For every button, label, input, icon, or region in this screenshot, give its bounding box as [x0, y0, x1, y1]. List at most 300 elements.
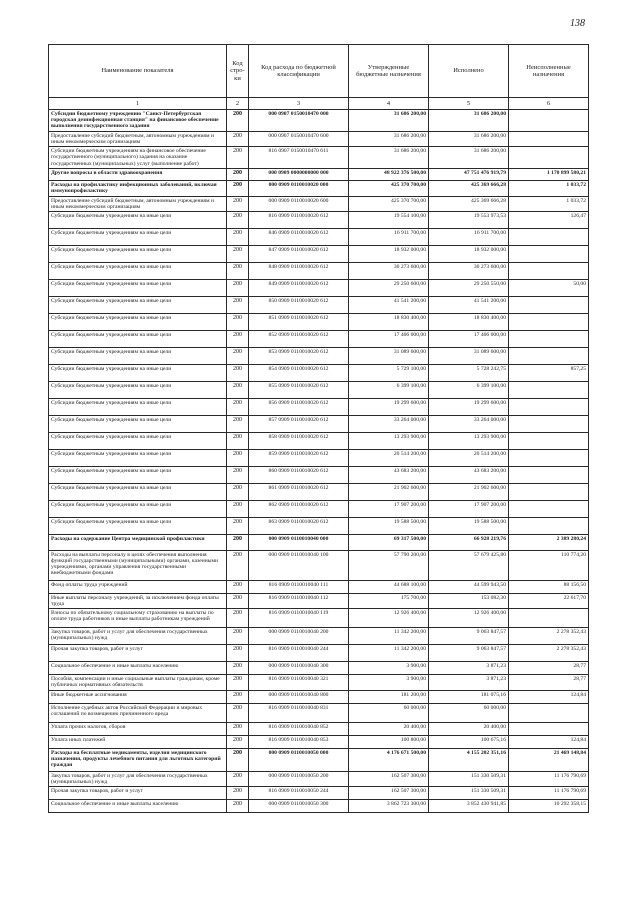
row-name: Расходы на бесплатные медикаменты, изделия медицинского назначения, продукты лечебного питания для льготных категорий граждан: [49, 749, 227, 772]
row-expense-code: 816 0909 0110010040 321: [249, 675, 349, 691]
row-executed: 12 926 400,00: [429, 609, 509, 628]
row-approved: 29 250 600,00: [349, 279, 429, 296]
table-row: [49, 645, 589, 662]
row-executed: 31 686 200,00: [429, 110, 509, 132]
row-line-code: 200: [227, 132, 249, 147]
row-line-code: 200: [227, 736, 249, 749]
row-executed: 4 155 202 351,16: [429, 749, 509, 772]
row-expense-code: 000 0909 0110010040 300: [249, 662, 349, 675]
budget-execution-table: [48, 44, 589, 813]
row-unexecuted: [509, 296, 589, 313]
row-name: Предоставление субсидий бюджетным, автономным учреждениям и иным некоммерческим организациям: [49, 196, 227, 211]
row-executed: 60 000,00: [429, 704, 509, 723]
column-number: 5: [429, 98, 509, 110]
row-unexecuted: 2 278 352,43: [509, 628, 589, 645]
row-expense-code: 853 0909 0110010020 612: [249, 347, 349, 364]
row-unexecuted: [509, 500, 589, 517]
row-expense-code: 000 0907 0150010470 000: [249, 110, 349, 132]
row-expense-code: 847 0909 0110010020 612: [249, 245, 349, 262]
row-name: Субсидии бюджетным учреждениям на иные цели: [49, 483, 227, 500]
table-row: [49, 398, 589, 415]
table-row: [49, 330, 589, 347]
row-unexecuted: 1 033,72: [509, 181, 589, 196]
row-name: Субсидии бюджетным учреждениям на иные цели: [49, 517, 227, 534]
row-expense-code: 816 0909 0110010040 853: [249, 736, 349, 749]
row-line-code: 200: [227, 704, 249, 723]
row-executed: 20 514 200,00: [429, 449, 509, 466]
row-line-code: 200: [227, 593, 249, 608]
table-row: [49, 662, 589, 675]
row-executed: 44 599 943,50: [429, 580, 509, 593]
row-unexecuted: [509, 415, 589, 432]
row-unexecuted: [509, 704, 589, 723]
row-executed: 31 686 200,00: [429, 147, 509, 169]
row-unexecuted: [509, 609, 589, 628]
table-row: [49, 800, 589, 813]
row-expense-code: 860 0909 0110010020 612: [249, 466, 349, 483]
row-unexecuted: [509, 245, 589, 262]
row-line-code: 200: [227, 432, 249, 449]
row-unexecuted: 857,25: [509, 364, 589, 381]
row-executed: 151 330 509,31: [429, 787, 509, 800]
row-name: Субсидии бюджетным учреждениям на финансовое обеспечение государственного (муниципального) задания на оказание государственных (муниципальных) услуг (выполнение работ): [49, 147, 227, 169]
row-line-code: 200: [227, 196, 249, 211]
row-expense-code: 816 0909 0110010020 612: [249, 211, 349, 228]
row-expense-code: 851 0909 0110010020 612: [249, 313, 349, 330]
row-line-code: 200: [227, 800, 249, 813]
row-expense-code: 861 0909 0110010020 612: [249, 483, 349, 500]
row-expense-code: 816 0909 0110010050 244: [249, 787, 349, 800]
row-expense-code: 856 0909 0110010020 612: [249, 398, 349, 415]
row-line-code: 200: [227, 517, 249, 534]
row-unexecuted: [509, 381, 589, 398]
table-row: [49, 749, 589, 772]
row-unexecuted: [509, 330, 589, 347]
row-name: Субсидии бюджетным учреждениям на иные цели: [49, 500, 227, 517]
row-name: Прочая закупка товаров, работ и услуг: [49, 787, 227, 800]
row-executed: 18 932 000,00: [429, 245, 509, 262]
table-row: [49, 245, 589, 262]
row-expense-code: 850 0909 0110010020 612: [249, 296, 349, 313]
column-number: 3: [249, 98, 349, 110]
row-approved: 162 507 300,00: [349, 787, 429, 800]
row-expense-code: 859 0909 0110010020 612: [249, 449, 349, 466]
row-name: Субсидии бюджетным учреждениям на иные цели: [49, 245, 227, 262]
row-name: Предоставление субсидий бюджетным, автономным учреждениям и иным некоммерческим организациям: [49, 132, 227, 147]
table-row: [49, 381, 589, 398]
row-unexecuted: 21 469 148,84: [509, 749, 589, 772]
row-approved: 3 862 723 300,00: [349, 800, 429, 813]
row-approved: 48 922 376 500,00: [349, 169, 429, 181]
row-approved: 33 264 000,00: [349, 415, 429, 432]
row-approved: 17 406 000,00: [349, 330, 429, 347]
row-line-code: 200: [227, 211, 249, 228]
row-executed: 18 830 400,00: [429, 313, 509, 330]
row-approved: 3 900,00: [349, 662, 429, 675]
row-executed: 31 089 600,00: [429, 347, 509, 364]
row-unexecuted: [509, 449, 589, 466]
row-line-code: 200: [227, 449, 249, 466]
row-line-code: 200: [227, 580, 249, 593]
row-executed: 66 928 219,76: [429, 534, 509, 550]
row-executed: 9 063 847,57: [429, 645, 509, 662]
table-row: [49, 580, 589, 593]
row-approved: 20 400,00: [349, 723, 429, 736]
table-row: [49, 675, 589, 691]
row-expense-code: 000 0909 0000000000 000: [249, 169, 349, 181]
row-expense-code: 852 0909 0110010020 612: [249, 330, 349, 347]
row-executed: 29 250 550,00: [429, 279, 509, 296]
row-name: Субсидии бюджетным учреждениям на иные цели: [49, 228, 227, 245]
row-executed: 19 588 500,00: [429, 517, 509, 534]
row-unexecuted: 2 278 352,43: [509, 645, 589, 662]
row-name: Субсидии бюджетным учреждениям на иные цели: [49, 364, 227, 381]
row-expense-code: 816 0909 0110010040 111: [249, 580, 349, 593]
row-name: Субсидии бюджетным учреждениям на иные цели: [49, 466, 227, 483]
row-executed: 3 871,23: [429, 662, 509, 675]
row-expense-code: 000 0907 0150010470 600: [249, 132, 349, 147]
row-unexecuted: [509, 347, 589, 364]
row-name: Другие вопросы в области здравоохранения: [49, 169, 227, 181]
row-approved: 17 907 200,00: [349, 500, 429, 517]
row-executed: 41 541 200,00: [429, 296, 509, 313]
row-unexecuted: [509, 723, 589, 736]
table-row: [49, 736, 589, 749]
row-name: Пособия, компенсации и иные социальные выплаты гражданам, кроме публичных нормативных обязательств: [49, 675, 227, 691]
column-number: 2: [227, 98, 249, 110]
row-unexecuted: 11 176 790,69: [509, 772, 589, 787]
column-number: 6: [509, 98, 589, 110]
row-approved: 44 688 100,00: [349, 580, 429, 593]
row-approved: 11 342 200,00: [349, 645, 429, 662]
table-row: [49, 787, 589, 800]
row-executed: 16 911 700,00: [429, 228, 509, 245]
row-executed: 31 686 200,00: [429, 132, 509, 147]
row-line-code: 200: [227, 169, 249, 181]
row-approved: 31 686 200,00: [349, 147, 429, 169]
table-row: [49, 691, 589, 704]
header-unexecuted: Неисполненные назначения: [509, 45, 589, 98]
table-header-row: [49, 45, 589, 98]
table-row: [49, 196, 589, 211]
row-unexecuted: [509, 313, 589, 330]
table-row: [49, 466, 589, 483]
row-approved: 31 686 200,00: [349, 132, 429, 147]
row-unexecuted: [509, 483, 589, 500]
row-line-code: 200: [227, 691, 249, 704]
row-executed: 19 299 600,00: [429, 398, 509, 415]
row-expense-code: 816 0909 0110010040 831: [249, 704, 349, 723]
row-approved: 3 900,00: [349, 675, 429, 691]
table-row: [49, 169, 589, 181]
table-row: [49, 449, 589, 466]
row-approved: 425 370 700,00: [349, 196, 429, 211]
row-unexecuted: [509, 228, 589, 245]
row-approved: 12 926 400,00: [349, 609, 429, 628]
row-approved: 425 370 700,00: [349, 181, 429, 196]
row-line-code: 200: [227, 662, 249, 675]
row-executed: 100 675,16: [429, 736, 509, 749]
row-name: Субсидии бюджетным учреждениям на иные цели: [49, 296, 227, 313]
row-expense-code: 816 0909 0110010040 119: [249, 609, 349, 628]
row-expense-code: 858 0909 0110010020 612: [249, 432, 349, 449]
row-approved: 20 514 200,00: [349, 449, 429, 466]
row-line-code: 200: [227, 330, 249, 347]
table-row: [49, 772, 589, 787]
table-row: [49, 723, 589, 736]
row-name: Иные бюджетные ассигнования: [49, 691, 227, 704]
row-unexecuted: 50,00: [509, 279, 589, 296]
table-row: [49, 296, 589, 313]
row-name: Субсидии бюджетным учреждениям на иные цели: [49, 262, 227, 279]
row-line-code: 200: [227, 609, 249, 628]
row-line-code: 200: [227, 347, 249, 364]
row-executed: 425 369 666,28: [429, 196, 509, 211]
row-executed: 181 075,16: [429, 691, 509, 704]
row-approved: 43 683 200,00: [349, 466, 429, 483]
row-expense-code: 000 0909 0110010040 000: [249, 534, 349, 550]
row-executed: 43 683 200,00: [429, 466, 509, 483]
row-unexecuted: 126,47: [509, 211, 589, 228]
row-unexecuted: 110 774,20: [509, 550, 589, 580]
row-expense-code: 000 0909 0110010040 100: [249, 550, 349, 580]
row-name: Расходы на выплаты персоналу в целях обеспечения выполнения функций государственными (муниципальными) органами, казенными учреждениями, органами управления государственными внебюджетными фондами: [49, 550, 227, 580]
row-name: Субсидии бюджетным учреждениям на иные цели: [49, 449, 227, 466]
row-line-code: 200: [227, 398, 249, 415]
row-approved: 19 554 100,00: [349, 211, 429, 228]
row-name: Социальное обеспечение и иные выплаты населению: [49, 662, 227, 675]
row-executed: 3 852 430 941,85: [429, 800, 509, 813]
row-unexecuted: [509, 110, 589, 132]
row-name: Субсидии бюджетным учреждениям на иные цели: [49, 398, 227, 415]
row-name: Субсидии бюджетным учреждениям на иные цели: [49, 432, 227, 449]
row-unexecuted: 1 170 899 580,21: [509, 169, 589, 181]
row-name: Иные выплаты персоналу учреждений, за исключением фонда оплаты труда: [49, 593, 227, 608]
row-line-code: 200: [227, 415, 249, 432]
row-approved: 13 293 900,00: [349, 432, 429, 449]
row-name: Субсидии бюджетным учреждениям на иные цели: [49, 347, 227, 364]
row-unexecuted: [509, 147, 589, 169]
table-row: [49, 500, 589, 517]
row-name: Взносы по обязательному социальному страхованию на выплаты по оплате труда работников и иные выплаты работникам учреждений: [49, 609, 227, 628]
row-executed: 153 082,30: [429, 593, 509, 608]
row-line-code: 200: [227, 279, 249, 296]
table-row: [49, 347, 589, 364]
row-unexecuted: 124,84: [509, 691, 589, 704]
row-executed: 13 293 900,00: [429, 432, 509, 449]
row-approved: 16 911 700,00: [349, 228, 429, 245]
table-row: [49, 211, 589, 228]
row-unexecuted: [509, 466, 589, 483]
table-row: [49, 609, 589, 628]
row-line-code: 200: [227, 296, 249, 313]
header-expense-code: Код расхода по бюджетной классификации: [249, 45, 349, 98]
row-line-code: 200: [227, 749, 249, 772]
row-line-code: 200: [227, 645, 249, 662]
row-name: Субсидии бюджетным учреждениям на иные цели: [49, 330, 227, 347]
row-executed: 47 751 476 919,79: [429, 169, 509, 181]
row-line-code: 200: [227, 466, 249, 483]
row-name: Расходы на профилактику инфекционных заболеваний, включая иммунопрофилактику: [49, 181, 227, 196]
row-line-code: 200: [227, 181, 249, 196]
row-approved: 100 800,00: [349, 736, 429, 749]
table-row: [49, 628, 589, 645]
row-unexecuted: 11 176 790,69: [509, 787, 589, 800]
table-row: [49, 534, 589, 550]
row-name: Закупка товаров, работ и услуг для обеспечения государственных (муниципальных) нужд: [49, 628, 227, 645]
table-row: [49, 181, 589, 196]
row-executed: 5 728 242,75: [429, 364, 509, 381]
row-approved: 18 830 400,00: [349, 313, 429, 330]
row-line-code: 200: [227, 381, 249, 398]
row-line-code: 200: [227, 245, 249, 262]
row-expense-code: 816 0907 0150010470 611: [249, 147, 349, 169]
table-row: [49, 517, 589, 534]
row-line-code: 200: [227, 262, 249, 279]
row-unexecuted: 2 389 280,24: [509, 534, 589, 550]
row-name: Расходы на содержание Центра медицинской профилактики: [49, 534, 227, 550]
header-line-code: Код стро-ки: [227, 45, 249, 98]
row-executed: 33 264 000,00: [429, 415, 509, 432]
row-executed: 425 369 666,28: [429, 181, 509, 196]
row-line-code: 200: [227, 500, 249, 517]
row-line-code: 200: [227, 628, 249, 645]
row-name: Закупка товаров, работ и услуг для обеспечения государственных (муниципальных) нужд: [49, 772, 227, 787]
row-unexecuted: 1 033,72: [509, 196, 589, 211]
row-executed: 6 399 100,00: [429, 381, 509, 398]
row-line-code: 200: [227, 483, 249, 500]
table-row: [49, 593, 589, 608]
row-approved: 11 342 200,00: [349, 628, 429, 645]
row-unexecuted: [509, 517, 589, 534]
row-expense-code: 848 0909 0110010020 612: [249, 262, 349, 279]
row-expense-code: 816 0909 0110010040 852: [249, 723, 349, 736]
row-executed: 30 273 600,00: [429, 262, 509, 279]
row-unexecuted: [509, 398, 589, 415]
row-approved: 181 200,00: [349, 691, 429, 704]
row-line-code: 200: [227, 787, 249, 800]
row-expense-code: 846 0909 0110010020 612: [249, 228, 349, 245]
row-line-code: 200: [227, 534, 249, 550]
table-row: [49, 110, 589, 132]
row-expense-code: 000 0909 0110010020 600: [249, 196, 349, 211]
table-row: [49, 279, 589, 296]
row-executed: 17 907 200,00: [429, 500, 509, 517]
row-expense-code: 816 0909 0110010040 112: [249, 593, 349, 608]
row-executed: 3 871,23: [429, 675, 509, 691]
row-executed: 151 330 509,31: [429, 772, 509, 787]
table-row: [49, 550, 589, 580]
table-row: [49, 147, 589, 169]
row-name: Субсидии бюджетным учреждениям на иные цели: [49, 313, 227, 330]
row-executed: 9 063 847,57: [429, 628, 509, 645]
row-approved: 30 273 600,00: [349, 262, 429, 279]
row-name: Субсидии бюджетным учреждениям на иные цели: [49, 415, 227, 432]
table-row: [49, 228, 589, 245]
row-name: Субсидии бюджетному учреждению "Санкт-Петербургская городская дезинфекционная станция" на финансовое обеспечение выполнения государственного задания: [49, 110, 227, 132]
row-unexecuted: 22 617,70: [509, 593, 589, 608]
row-executed: 17 406 000,00: [429, 330, 509, 347]
row-unexecuted: 124,84: [509, 736, 589, 749]
row-unexecuted: [509, 432, 589, 449]
row-expense-code: 862 0909 0110010020 612: [249, 500, 349, 517]
row-expense-code: 000 0909 0110010050 000: [249, 749, 349, 772]
row-line-code: 200: [227, 723, 249, 736]
row-unexecuted: 88 156,50: [509, 580, 589, 593]
table-row: [49, 432, 589, 449]
table-row: [49, 313, 589, 330]
row-name: Социальное обеспечение и иные выплаты населению: [49, 800, 227, 813]
row-approved: 18 932 000,00: [349, 245, 429, 262]
row-expense-code: 000 0909 0110010020 000: [249, 181, 349, 196]
row-expense-code: 000 0909 0110010050 200: [249, 772, 349, 787]
row-approved: 31 686 200,00: [349, 110, 429, 132]
row-expense-code: 000 0909 0110010050 300: [249, 800, 349, 813]
row-executed: 20 400,00: [429, 723, 509, 736]
row-expense-code: 857 0909 0110010020 612: [249, 415, 349, 432]
row-line-code: 200: [227, 228, 249, 245]
row-line-code: 200: [227, 772, 249, 787]
row-approved: 175 700,00: [349, 593, 429, 608]
row-expense-code: 816 0909 0110010040 244: [249, 645, 349, 662]
row-approved: 5 729 100,00: [349, 364, 429, 381]
header-name: Наименование показателя: [49, 45, 227, 98]
row-approved: 4 176 671 500,00: [349, 749, 429, 772]
row-line-code: 200: [227, 147, 249, 169]
row-approved: 19 588 500,00: [349, 517, 429, 534]
row-expense-code: 000 0909 0110010040 200: [249, 628, 349, 645]
row-approved: 41 541 200,00: [349, 296, 429, 313]
table-row: [49, 483, 589, 500]
row-name: Уплата прочих налогов, сборов: [49, 723, 227, 736]
table-row: [49, 364, 589, 381]
row-executed: 21 902 600,00: [429, 483, 509, 500]
row-name: Субсидии бюджетным учреждениям на иные цели: [49, 211, 227, 228]
row-approved: 21 902 600,00: [349, 483, 429, 500]
row-line-code: 200: [227, 364, 249, 381]
row-name: Прочая закупка товаров, работ и услуг: [49, 645, 227, 662]
row-unexecuted: 28,77: [509, 675, 589, 691]
table-row: [49, 415, 589, 432]
row-expense-code: 863 0909 0110010020 612: [249, 517, 349, 534]
table-row: [49, 704, 589, 723]
row-unexecuted: [509, 262, 589, 279]
row-name: Исполнение судебных актов Российской Федерации и мировых соглашений по возмещению причиненного вреда: [49, 704, 227, 723]
row-executed: 19 553 973,53: [429, 211, 509, 228]
row-approved: 31 089 600,00: [349, 347, 429, 364]
row-expense-code: 000 0909 0110010040 800: [249, 691, 349, 704]
row-line-code: 200: [227, 110, 249, 132]
row-name: Уплата иных платежей: [49, 736, 227, 749]
row-approved: 162 507 300,00: [349, 772, 429, 787]
row-expense-code: 849 0909 0110010020 612: [249, 279, 349, 296]
column-number: 4: [349, 98, 429, 110]
row-name: Субсидии бюджетным учреждениям на иные цели: [49, 279, 227, 296]
row-line-code: 200: [227, 313, 249, 330]
row-approved: 19 299 600,00: [349, 398, 429, 415]
row-name: Фонд оплаты труда учреждений: [49, 580, 227, 593]
page-number: 138: [570, 18, 585, 29]
row-line-code: 200: [227, 550, 249, 580]
header-approved: Утвержденные бюджетные назначения: [349, 45, 429, 98]
row-unexecuted: [509, 132, 589, 147]
row-unexecuted: 10 292 358,15: [509, 800, 589, 813]
row-line-code: 200: [227, 675, 249, 691]
row-approved: 69 317 500,00: [349, 534, 429, 550]
header-executed: Исполнено: [429, 45, 509, 98]
row-expense-code: 855 0909 0110010020 612: [249, 381, 349, 398]
row-name: Субсидии бюджетным учреждениям на иные цели: [49, 381, 227, 398]
